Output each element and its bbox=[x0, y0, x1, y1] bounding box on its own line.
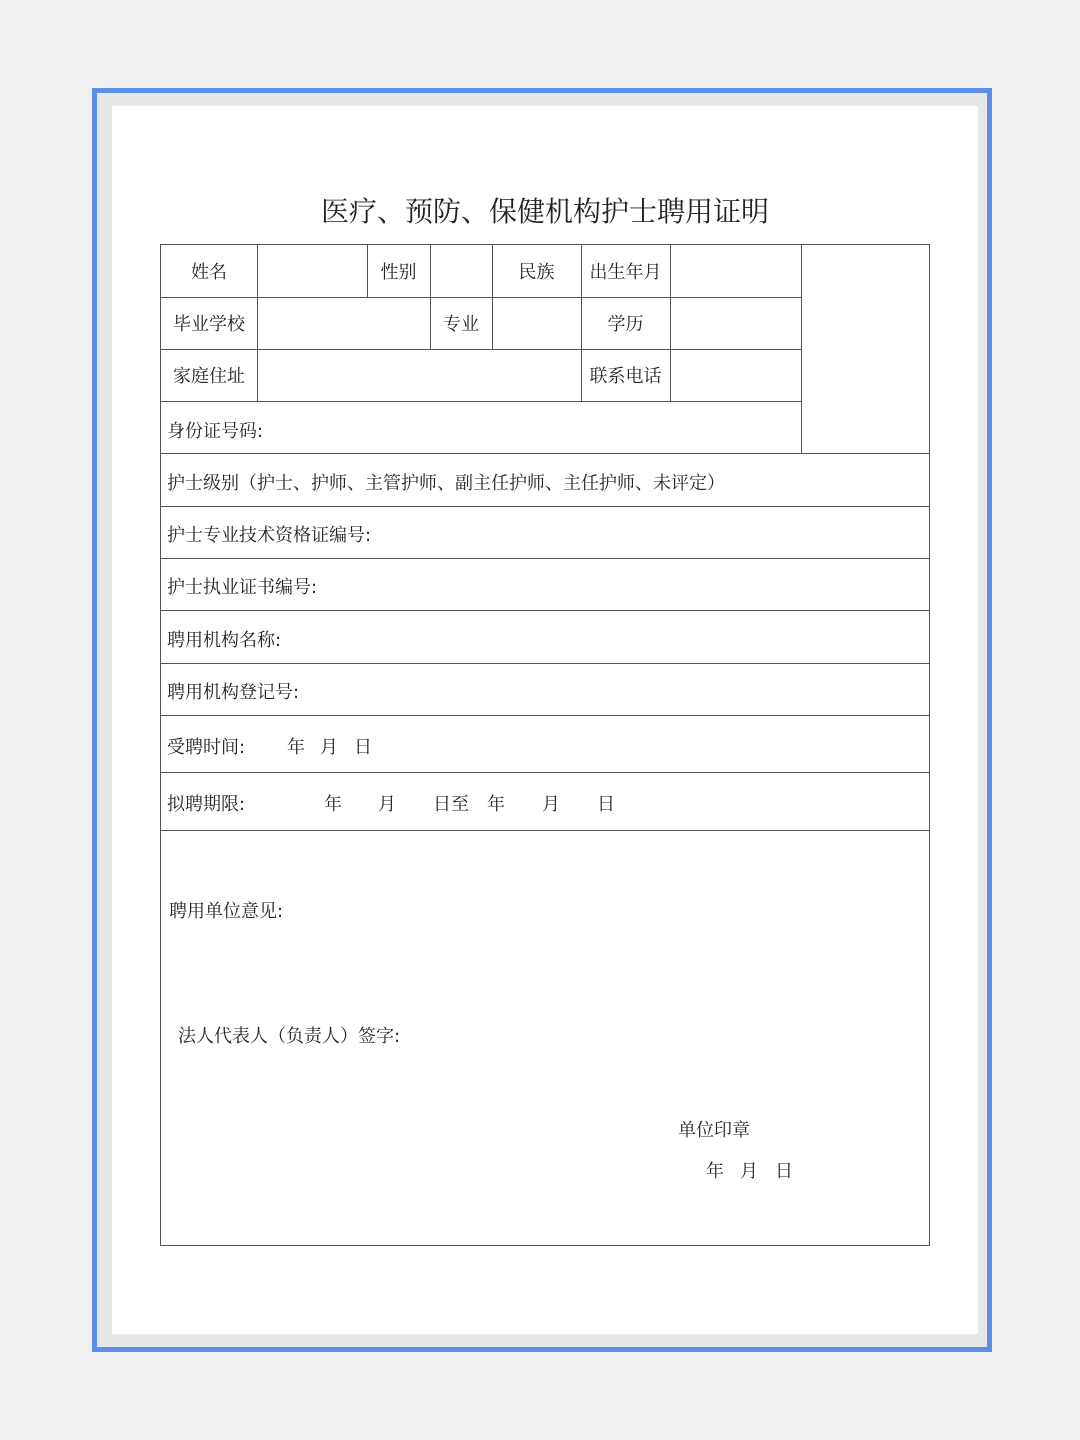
photo-box[interactable] bbox=[802, 245, 930, 453]
term-end-year-unit: 年 bbox=[487, 794, 505, 815]
hire-day-unit: 日 bbox=[354, 737, 372, 758]
term-start-year-unit: 年 bbox=[324, 794, 342, 815]
row-divider bbox=[161, 663, 929, 664]
form-table bbox=[160, 244, 930, 1246]
term-start-month-unit: 月 bbox=[378, 794, 396, 815]
row-divider bbox=[161, 715, 929, 716]
term-end-month-unit: 月 bbox=[542, 794, 560, 815]
education-label: 学历 bbox=[607, 314, 644, 335]
row-divider bbox=[161, 453, 929, 454]
qualification-number-label: 护士专业技术资格证编号: bbox=[167, 525, 372, 546]
education-field[interactable] bbox=[671, 297, 801, 349]
hire-year-unit: 年 bbox=[287, 737, 305, 758]
ethnicity-label: 民族 bbox=[518, 262, 555, 283]
birth-label: 出生年月 bbox=[589, 262, 662, 283]
phone-label: 联系电话 bbox=[589, 366, 662, 387]
seal-label: 单位印章 bbox=[678, 1120, 750, 1141]
document-page bbox=[112, 106, 978, 1334]
date-year-unit: 年 bbox=[706, 1161, 724, 1182]
term-start-day-to: 日至 bbox=[433, 794, 469, 815]
date-day-unit: 日 bbox=[775, 1161, 793, 1182]
major-label: 专业 bbox=[443, 314, 479, 335]
employer-reg-number-label: 聘用机构登记号: bbox=[167, 682, 300, 703]
phone-field[interactable] bbox=[671, 349, 801, 401]
date-month-unit: 月 bbox=[740, 1161, 758, 1182]
hire-month-unit: 月 bbox=[320, 737, 338, 758]
page-title: 医疗、预防、保健机构护士聘用证明 bbox=[320, 195, 769, 228]
id-number-label: 身份证号码: bbox=[167, 421, 264, 442]
hire-time-label: 受聘时间: bbox=[167, 737, 246, 758]
row-divider bbox=[161, 772, 929, 773]
name-label: 姓名 bbox=[191, 262, 227, 283]
row-divider bbox=[161, 506, 929, 507]
address-label: 家庭住址 bbox=[173, 366, 245, 387]
term-end-day-unit: 日 bbox=[597, 794, 615, 815]
school-label: 毕业学校 bbox=[173, 314, 245, 335]
major-field[interactable] bbox=[493, 297, 581, 349]
address-field[interactable] bbox=[258, 349, 581, 401]
row-divider bbox=[161, 830, 929, 831]
term-label: 拟聘期限: bbox=[167, 794, 246, 815]
employer-name-label: 聘用机构名称: bbox=[167, 630, 282, 651]
gender-label: 性别 bbox=[380, 262, 417, 283]
school-field[interactable] bbox=[258, 297, 430, 349]
row-divider bbox=[161, 558, 929, 559]
gender-field[interactable] bbox=[431, 245, 492, 297]
name-field[interactable] bbox=[258, 245, 367, 297]
opinion-label: 聘用单位意见: bbox=[169, 901, 284, 922]
practice-cert-number-label: 护士执业证书编号: bbox=[167, 577, 318, 598]
row-divider bbox=[161, 610, 929, 611]
signature-label: 法人代表人（负责人）签字: bbox=[178, 1026, 401, 1047]
document-frame bbox=[92, 88, 992, 1352]
birth-field[interactable] bbox=[671, 245, 801, 297]
nurse-level-label: 护士级别（护士、护师、主管护师、副主任护师、主任护师、未评定） bbox=[167, 473, 725, 494]
